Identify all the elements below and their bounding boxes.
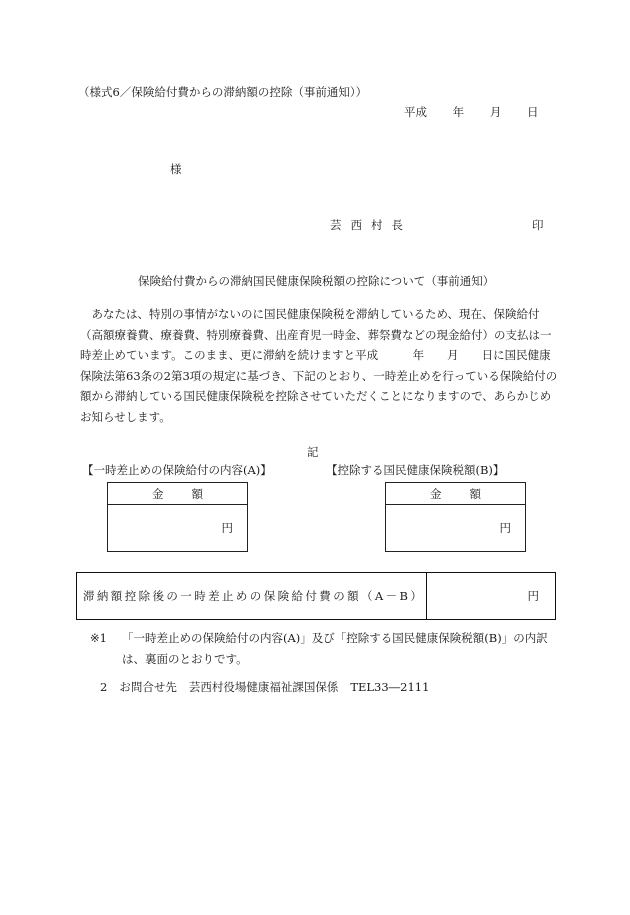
note-2-office: 芸西村役場健康福祉課国保係 xyxy=(188,680,339,694)
note-2 xyxy=(100,679,441,695)
amount-box-a-field[interactable] xyxy=(108,505,247,551)
note-2-tel: TEL33―2111 xyxy=(350,680,430,694)
amount-box-a-unit: 円 xyxy=(221,521,233,535)
body-paragraph: あなたは、特別の事情がないのに国民健康保険税を滞納しているため、現在、保険給付（高額療養費、療養費、特別療養費、出産育児一時金、葬祭費などの現金給付）の支払は一時差止めています。このまま、更に滞納を続けますと平成 年 月 日に国民健康保険法第63条の2第3項の規定に基づき、下記のとおり、一時差止めを行っている保険給付の額から滞納している国民健康保険税を控除させていただくことになりますので、あらかじめお知らせします。 xyxy=(80,307,558,424)
summary-unit: 円 xyxy=(527,589,539,603)
form-id: （様式6／保険給付費からの滞納額の控除（事前通知）） xyxy=(78,85,368,99)
date-era: 平成 xyxy=(404,105,427,119)
section-b-label: 【控除する国民健康保険税額(B)】 xyxy=(326,463,505,477)
note-1-line1: 「一時差止めの保険給付の内容(A)」及び「控除する国民健康保険税額(B)」の内訳 xyxy=(122,631,548,645)
note-1-line2: は、裏面のとおりです。 xyxy=(122,652,248,666)
sender-name: 芸西村長 xyxy=(330,218,412,232)
amount-box-b-unit: 円 xyxy=(499,521,511,535)
amount-box-b-field[interactable] xyxy=(386,505,525,551)
document-title: 保険給付費からの滞納国民健康保険税額の控除について（事前通知） xyxy=(138,274,495,288)
ki-heading: 記 xyxy=(307,445,319,459)
amount-box-b-header: 金額 xyxy=(386,483,525,505)
summary-label: 滞納額控除後の一時差止めの保険給付費の額（A－B） xyxy=(77,573,427,619)
amount-box-b xyxy=(385,482,526,552)
recipient-honorific: 様 xyxy=(170,162,182,176)
date-year: 年 xyxy=(452,105,465,119)
date-month: 月 xyxy=(489,105,502,119)
amount-box-a xyxy=(107,482,248,552)
note-1-mark: ※1 xyxy=(90,631,107,645)
summary-table xyxy=(76,572,556,620)
note-1 xyxy=(90,628,560,670)
section-a-label: 【一時差止めの保険給付の内容(A)】 xyxy=(82,463,272,477)
summary-amount-field[interactable] xyxy=(427,573,555,619)
note-2-label: お問合せ先 xyxy=(119,680,177,694)
date-day: 日 xyxy=(526,105,539,119)
amount-box-a-header: 金額 xyxy=(108,483,247,505)
seal-mark: 印 xyxy=(532,218,544,232)
issue-date xyxy=(404,104,538,120)
note-2-number: 2 xyxy=(100,680,108,694)
